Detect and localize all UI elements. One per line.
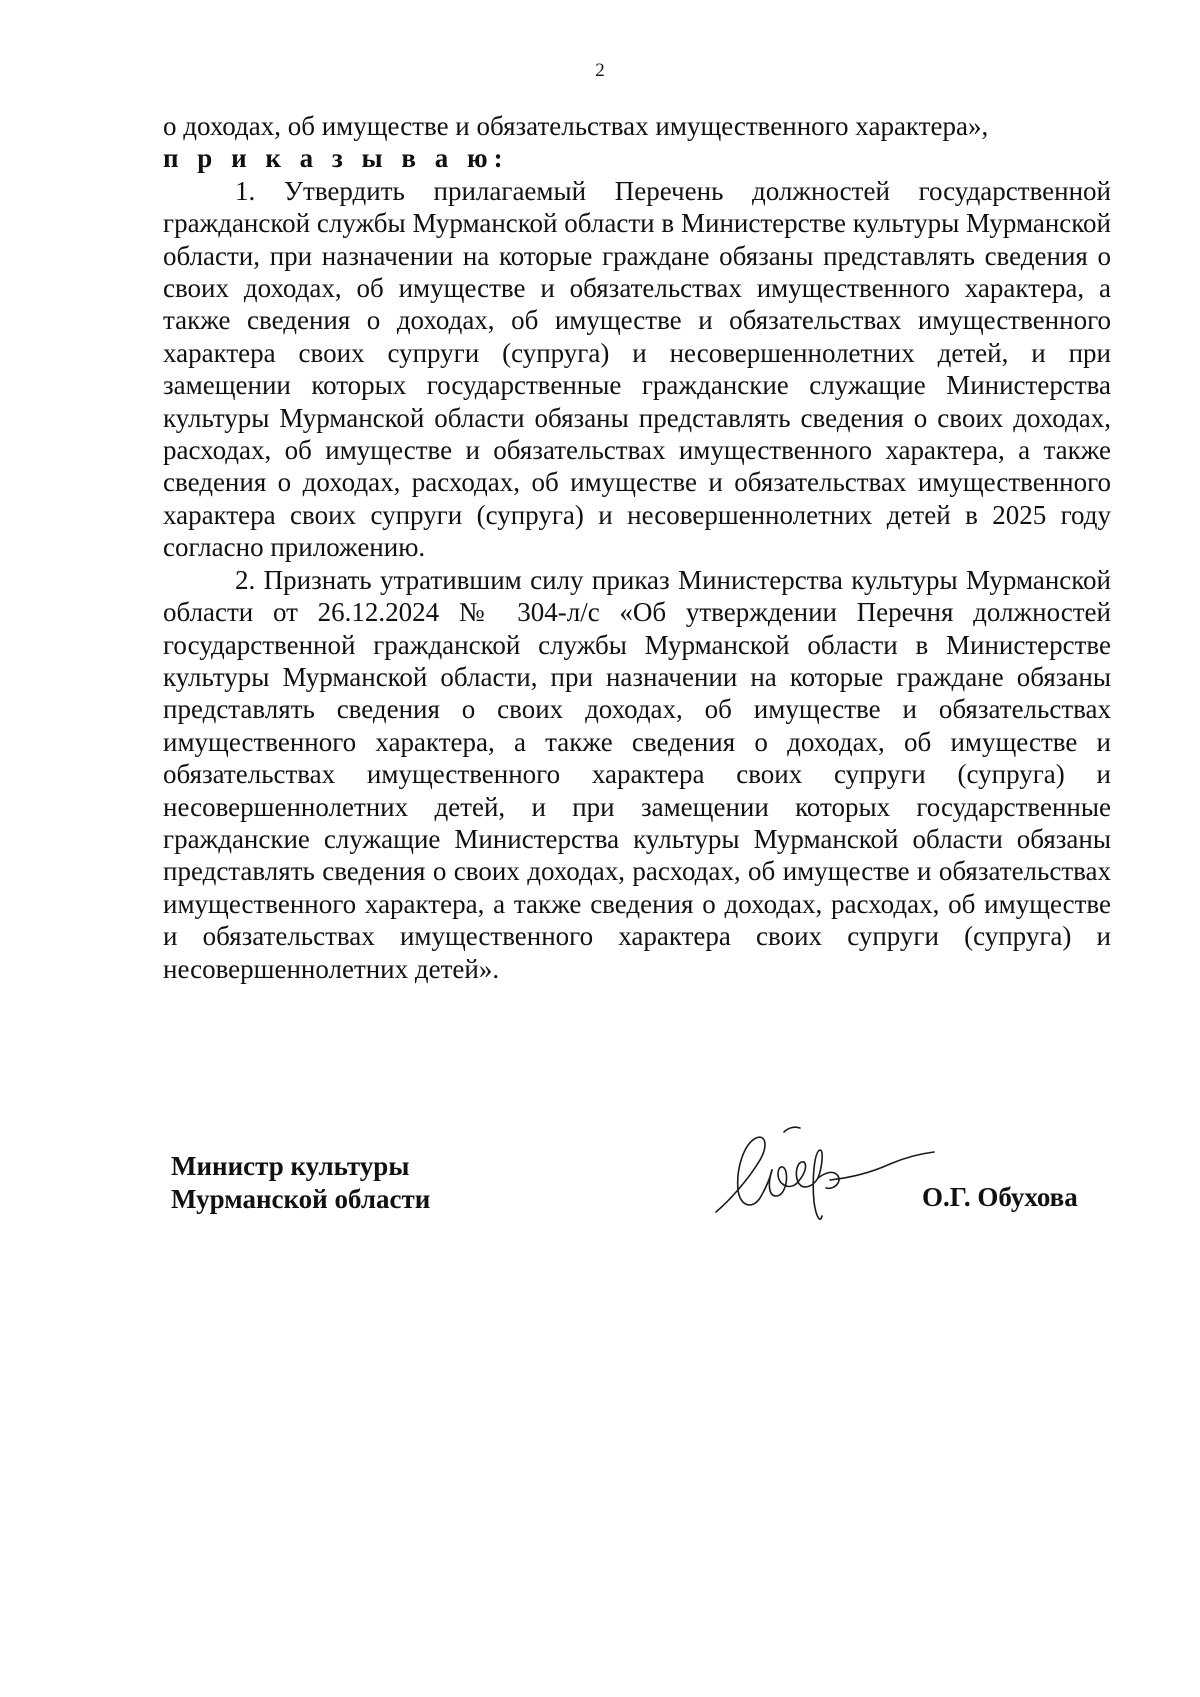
page-number: 2 (595, 60, 605, 81)
document-body (163, 110, 1111, 985)
item-1-paragraph: 1. Утвердить прилагаемый Перечень должностей государственной гражданской службы Мурманской области в Министерстве культуры Мурманской области, при назначении на которые граждане обязаны представлять сведения о своих доходах, об имуществе и обязательствах имущественного характера, а также сведения о доходах, об имуществе и обязательствах имущественного характера своих супруги (супруга) и несовершеннолетних детей, и при замещении которых государственные гражданские служащие Министерства культуры Мурманской области обязаны представлять сведения о своих доходах, расходах, об имуществе и обязательствах имущественного характера, а также сведения о доходах, расходах, об имуществе и обязательствах имущественного характера своих супруги (супруга) и несовершеннолетних детей в 2025 году согласно приложению. (163, 175, 1111, 563)
signatory-title-line-2: Мурманской области (171, 1184, 431, 1214)
decree-word: п р и к а з ы в а ю: (163, 143, 509, 174)
handwritten-signature-icon (708, 1120, 938, 1230)
lead-in-paragraph (163, 110, 1111, 175)
signatory-title-line-1: Министр культуры (171, 1151, 410, 1181)
signatory-name: О.Г. Обухова (922, 1182, 1078, 1212)
signatory-title (171, 1150, 430, 1216)
item-2-paragraph: 2. Признать утратившим силу приказ Министерства культуры Мурманской области от 26.12.2024 № 304-л/с «Об утверждении Перечня должностей государственной гражданской службы Мурманской области в Министерстве культуры Мурманской области, при назначении на которые граждане обязаны представлять сведения о своих доходах, об имуществе и обязательствах имущественного характера, а также сведения о доходах, об имуществе и обязательствах имущественного характера своих супруги (супруга) и несовершеннолетних детей, и при замещении которых государственные гражданские служащие Министерства культуры Мурманской области обязаны представлять сведения о своих доходах, расходах, об имуществе и обязательствах имущественного характера, а также сведения о доходах, расходах, об имуществе и обязательствах имущественного характера своих супруги (супруга) и несовершеннолетних детей». (163, 564, 1111, 984)
lead-in-text: о доходах, об имуществе и обязательствах имущественного характера», (163, 111, 989, 141)
